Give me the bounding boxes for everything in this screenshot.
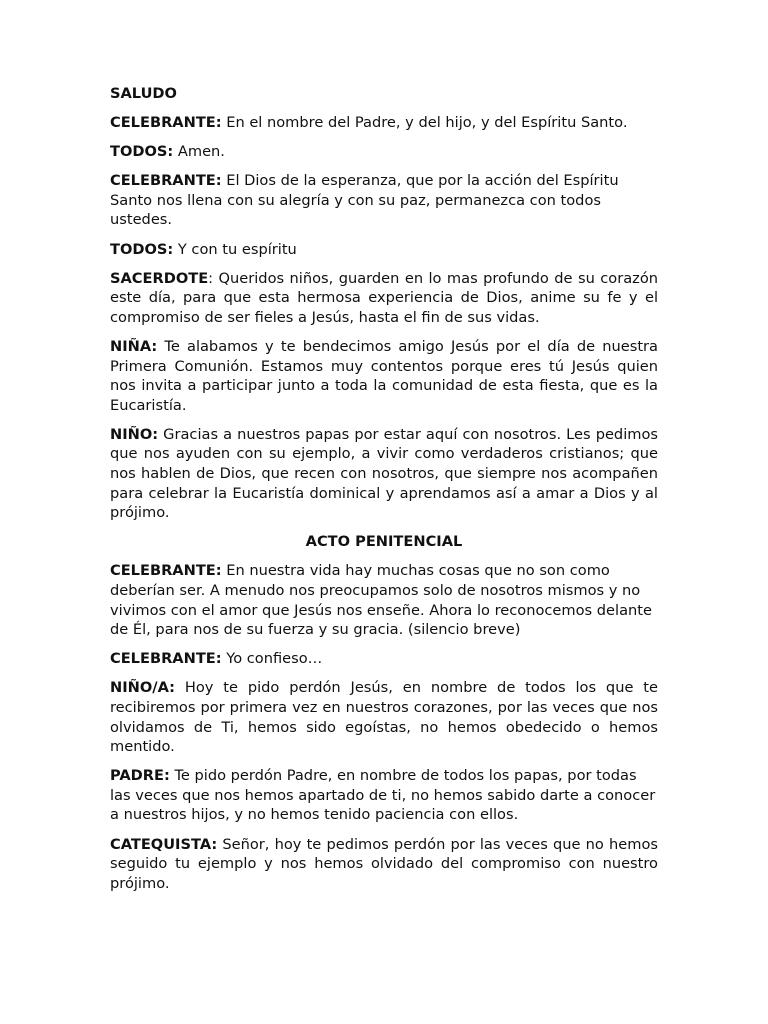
document-body bbox=[110, 84, 658, 903]
section-heading-acto-penitencial: ACTO PENITENCIAL bbox=[305, 533, 463, 551]
dialogue-text: En el nombre del Padre, y del hijo, y del Espíritu Santo. bbox=[221, 114, 628, 132]
dialogue-text: En nuestra vida hay muchas cosas que no son como deberían ser. A menudo nos preocupamos solo de nosotros mismos y no vivimos con el amor que Jesús nos enseñe. Ahora lo reconocemos delante de Él, para nos de su fuerza y su gracia. (silencio breve) bbox=[110, 562, 652, 639]
speaker-label: NIÑA: bbox=[110, 337, 158, 355]
speaker-label: NIÑO/A: bbox=[110, 679, 175, 697]
speaker-label: NIÑO: bbox=[110, 425, 159, 443]
dialogue-text: Gracias a nuestros papas por estar aquí con nosotros. Les pedimos que nos ayuden con su ejemplo, a vivir como verdaderos cristianos; que nos hablen de Dios, que recen con nosotros, que siempre nos acompañen para celebrar la Eucaristía dominical y aprendamos así a amar a Dios y al prójimo. bbox=[110, 425, 658, 522]
dialogue-text: Señor, hoy te pedimos perdón por las veces que no hemos seguido tu ejemplo y nos hemos olvidado del compromiso con nuestro prójimo. bbox=[110, 835, 658, 892]
dialogue-paragraph bbox=[110, 766, 658, 825]
dialogue-text: Te pido perdón Padre, en nombre de todos los papas, por todas las veces que nos hemos apartado de ti, no hemos sabido darte a conocer a nuestros hijos, y no hemos tenido paciencia con ellos. bbox=[110, 767, 656, 824]
dialogue-paragraph bbox=[110, 678, 658, 756]
dialogue-text: Y con tu espíritu bbox=[173, 240, 297, 258]
dialogue-text: Amen. bbox=[173, 143, 225, 161]
dialogue-paragraph bbox=[110, 835, 658, 894]
dialogue-paragraph bbox=[110, 113, 658, 133]
speaker-label: TODOS: bbox=[110, 143, 174, 161]
dialogue-paragraph bbox=[110, 337, 658, 415]
dialogue-paragraph bbox=[110, 561, 658, 639]
dialogue-text: Te alabamos y te bendecimos amigo Jesús por el día de nuestra Primera Comunión. Estamos muy contentos porque eres tú Jesús quien nos invita a participar junto a toda la comunidad de esta fiesta, que es la Eucaristía. bbox=[110, 337, 658, 414]
speaker-label: SACERDOTE bbox=[110, 269, 209, 287]
dialogue-text: Yo confieso… bbox=[221, 650, 323, 668]
dialogue-text: El Dios de la esperanza, que por la acción del Espíritu Santo nos llena con su alegría y con su paz, permanezca con todos ustedes. bbox=[110, 172, 619, 229]
speaker-label: CELEBRANTE: bbox=[110, 114, 222, 132]
dialogue-paragraph bbox=[110, 269, 658, 328]
dialogue-paragraph bbox=[110, 425, 658, 523]
dialogue-text: Hoy te pido perdón Jesús, en nombre de todos los que te recibiremos por primera vez en nuestros corazones, por las veces que nos olvidamos de Ti, hemos sido egoístas, no hemos obedecido o hemos mentido. bbox=[110, 679, 658, 756]
dialogue-paragraph bbox=[110, 240, 658, 260]
speaker-label: CELEBRANTE: bbox=[110, 650, 222, 668]
dialogue-text: : Queridos niños, guarden en lo mas profundo de su corazón este día, para que esta hermosa experiencia de Dios, anime su fe y el compromiso de ser fieles a Jesús, hasta el fin de sus vidas. bbox=[110, 269, 658, 326]
speaker-label: CELEBRANTE: bbox=[110, 562, 222, 580]
speaker-label: CELEBRANTE: bbox=[110, 172, 222, 190]
speaker-label: TODOS: bbox=[110, 240, 174, 258]
dialogue-paragraph bbox=[110, 171, 658, 230]
dialogue-paragraph bbox=[110, 649, 658, 669]
dialogue-paragraph bbox=[110, 142, 658, 162]
speaker-label: PADRE: bbox=[110, 767, 170, 785]
section-heading-saludo: SALUDO bbox=[110, 85, 177, 102]
speaker-label: CATEQUISTA: bbox=[110, 835, 218, 853]
